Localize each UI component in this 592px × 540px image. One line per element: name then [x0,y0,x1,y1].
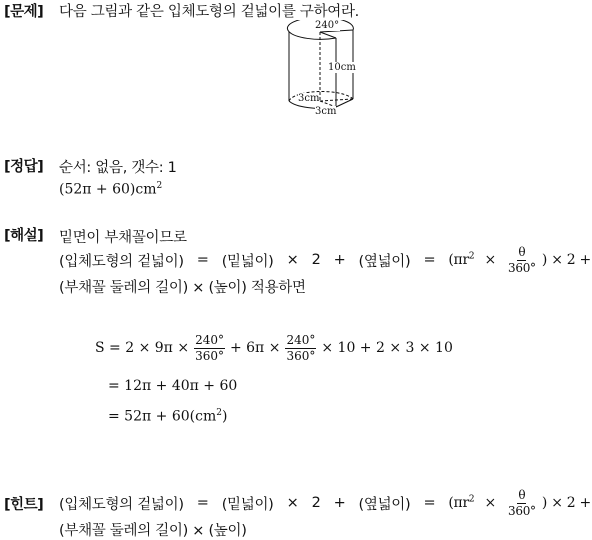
hint-formula-cont: (부채꼴 둘레의 길이) × (높이) [59,523,247,539]
calc-line-1 [95,334,453,362]
fraction-numerator: 240° [286,333,316,347]
fraction-numerator: 240° [195,333,224,347]
formula-tail-post: ) × 2 + [541,252,591,268]
formula-token: (밑넓이) [221,253,274,270]
formula-token: 2 [311,495,321,511]
hint-formula [59,483,591,523]
fraction-denominator: 360° [508,503,536,518]
formula-token: × [286,252,299,268]
calc-s-prefix: S = 2 × 9π × [95,340,190,357]
answer-order-count: 순서: 없음, 갯수: 1 [59,160,177,176]
fraction-numerator: θ [518,244,526,259]
calc-fraction-2 [285,334,316,362]
answer-value-text: (52π + 60)cm [59,181,157,198]
explanation-label: [해설] [4,228,44,244]
formula-token: = [423,495,436,511]
formula-token: (옆넓이) [358,253,411,270]
fraction-denominator: 360° [286,348,316,363]
fraction-denominator: 360° [508,260,536,275]
formula-token: = [196,252,209,268]
formula-token: + [333,495,346,511]
problem-text: 다음 그림과 같은 입체도형의 겉넓이를 구하여라. [59,4,359,20]
formula-token: (밑넓이) [221,496,274,513]
radius-label-bottom: 3cm [315,106,337,117]
formula-token: × [286,495,299,511]
theta-fraction [508,489,536,517]
calc-line-3-sup: 2 [216,408,222,418]
formula-token: = [423,252,436,268]
calc-line-3-close: ) [221,408,228,425]
formula-token: (입체도형의 겉넓이) [59,253,184,270]
formula-tail [448,246,591,274]
calc-tail: × 10 + 2 × 3 × 10 [321,340,453,357]
formula-tail-sup: 2 [468,494,475,505]
formula-token: + [333,252,346,268]
calc-mid: + 6π × [229,340,281,357]
formula-tail [448,489,591,517]
formula-tail-pre: (πr [448,252,469,268]
formula-token: (입체도형의 겉넓이) [59,496,184,513]
problem-label: [문제] [4,4,44,20]
formula-token: (옆넓이) [358,496,411,513]
hint-label: [힌트] [4,497,44,513]
fraction-numerator: θ [518,487,526,502]
formula-token: 2 [311,252,321,268]
explanation-formula [59,240,591,280]
formula-tail-pre: (πr [448,495,469,511]
answer-value [59,181,162,198]
answer-value-sup: 2 [156,181,163,191]
formula-tail-times: × [484,495,496,511]
explanation-formula-cont: (부채꼴 둘레의 길이) × (높이) 적용하면 [59,280,306,296]
calc-line-3-text: = 52π + 60(cm [108,408,217,425]
calc-line-2: = 12π + 40π + 60 [108,378,238,394]
formula-token: = [196,495,209,511]
angle-label: 240° [315,20,340,31]
formula-tail-times: × [484,252,496,268]
calc-line-3 [108,408,227,425]
radius-label-left: 3cm [298,93,320,104]
calc-fraction-1 [194,334,225,362]
formula-tail-post: ) × 2 + [541,495,591,511]
formula-tail-sup: 2 [468,251,475,262]
theta-fraction [508,246,536,274]
fraction-denominator: 360° [195,348,224,363]
height-label: 10cm [328,62,356,73]
answer-label: [정답] [4,159,44,175]
explanation-intro: 밑면이 부채꼴이므로 [59,230,187,246]
